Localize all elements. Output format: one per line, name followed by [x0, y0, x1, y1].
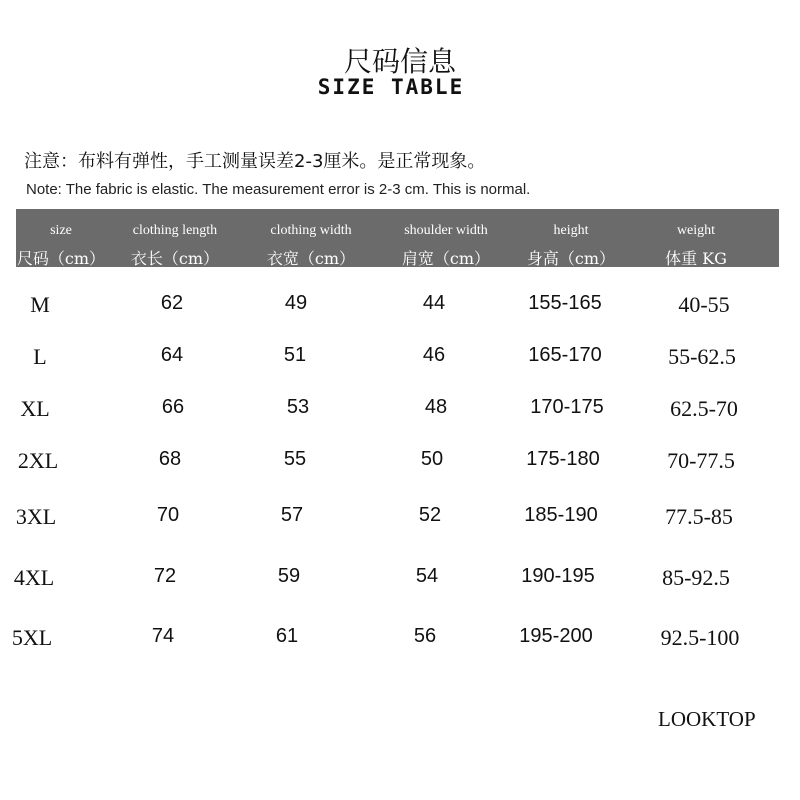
- header-height-en: height: [553, 223, 589, 238]
- length-cell: 74: [151, 625, 175, 647]
- header-width-en: clothing width: [270, 223, 352, 238]
- shoulder-cell: 44: [422, 292, 446, 314]
- header-width: [246, 209, 376, 267]
- table-row: [0, 504, 800, 544]
- weight-cell: 62.5-70: [670, 396, 738, 421]
- shoulder-cell: 48: [424, 396, 448, 418]
- header-length: [110, 209, 240, 267]
- width-cell: 51: [283, 344, 307, 366]
- length-cell: 62: [160, 292, 184, 314]
- weight-cell: 92.5-100: [660, 625, 740, 650]
- header-shoulder-en: shoulder width: [404, 223, 488, 238]
- size-cell: 3XL: [15, 504, 57, 529]
- header-size-en: size: [50, 223, 72, 238]
- shoulder-cell: 56: [413, 625, 437, 647]
- size-cell: 4XL: [13, 565, 55, 590]
- weight-cell: 85-92.5: [662, 565, 730, 590]
- table-row: [0, 448, 800, 488]
- header-weight-en: weight: [676, 223, 716, 238]
- brand-label: LOOKTOP: [658, 707, 756, 731]
- width-cell: 57: [280, 504, 304, 526]
- header-height-cn: 身高（cm）: [526, 249, 616, 268]
- header-size-cn: 尺码（cm）: [16, 249, 106, 268]
- size-cell: L: [33, 344, 47, 369]
- title-cn: 尺码信息: [343, 45, 456, 78]
- table-row: [0, 292, 800, 332]
- weight-cell: 55-62.5: [668, 344, 736, 369]
- height-cell: 175-180: [526, 448, 600, 470]
- table-row: [0, 344, 800, 384]
- height-cell: 155-165: [528, 292, 602, 314]
- note-cn: 注意：布料有弹性，手工测量误差2-3厘米。是正常现象。: [24, 151, 486, 172]
- height-cell: 165-170: [528, 344, 602, 366]
- header-weight: [648, 209, 744, 267]
- length-cell: 64: [160, 344, 184, 366]
- weight-cell: 70-77.5: [667, 448, 735, 473]
- size-cell: 5XL: [11, 625, 53, 650]
- size-cell: XL: [20, 396, 50, 421]
- header-shoulder-cn: 肩宽（cm）: [401, 249, 491, 268]
- width-cell: 53: [286, 396, 310, 418]
- table-row: [0, 625, 800, 665]
- header-weight-cn: 体重 KG: [665, 249, 727, 268]
- table-row: [0, 565, 800, 605]
- header-width-cn: 衣宽（cm）: [266, 249, 356, 268]
- width-cell: 59: [277, 565, 301, 587]
- note-en: Note: The fabric is elastic. The measurement error is 2-3 cm. This is normal.: [26, 181, 531, 198]
- weight-cell: 40-55: [678, 292, 730, 317]
- width-cell: 55: [283, 448, 307, 470]
- header-height: [515, 209, 627, 267]
- shoulder-cell: 50: [420, 448, 444, 470]
- length-cell: 70: [156, 504, 180, 526]
- height-cell: 195-200: [519, 625, 593, 647]
- title-en: SIZE TABLE: [317, 75, 465, 99]
- shoulder-cell: 54: [415, 565, 439, 587]
- header-length-en: clothing length: [132, 223, 218, 238]
- width-cell: 49: [284, 292, 308, 314]
- width-cell: 61: [275, 625, 299, 647]
- height-cell: 170-175: [530, 396, 604, 418]
- weight-cell: 77.5-85: [665, 504, 733, 529]
- shoulder-cell: 46: [422, 344, 446, 366]
- size-cell: M: [30, 292, 50, 317]
- header-length-cn: 衣长（cm）: [130, 249, 220, 268]
- shoulder-cell: 52: [418, 504, 442, 526]
- header-size: [6, 209, 116, 267]
- header-shoulder: [380, 209, 512, 267]
- table-row: [0, 396, 800, 436]
- length-cell: 66: [161, 396, 185, 418]
- length-cell: 72: [153, 565, 177, 587]
- length-cell: 68: [158, 448, 182, 470]
- size-cell: 2XL: [17, 448, 59, 473]
- height-cell: 185-190: [524, 504, 598, 526]
- height-cell: 190-195: [521, 565, 595, 587]
